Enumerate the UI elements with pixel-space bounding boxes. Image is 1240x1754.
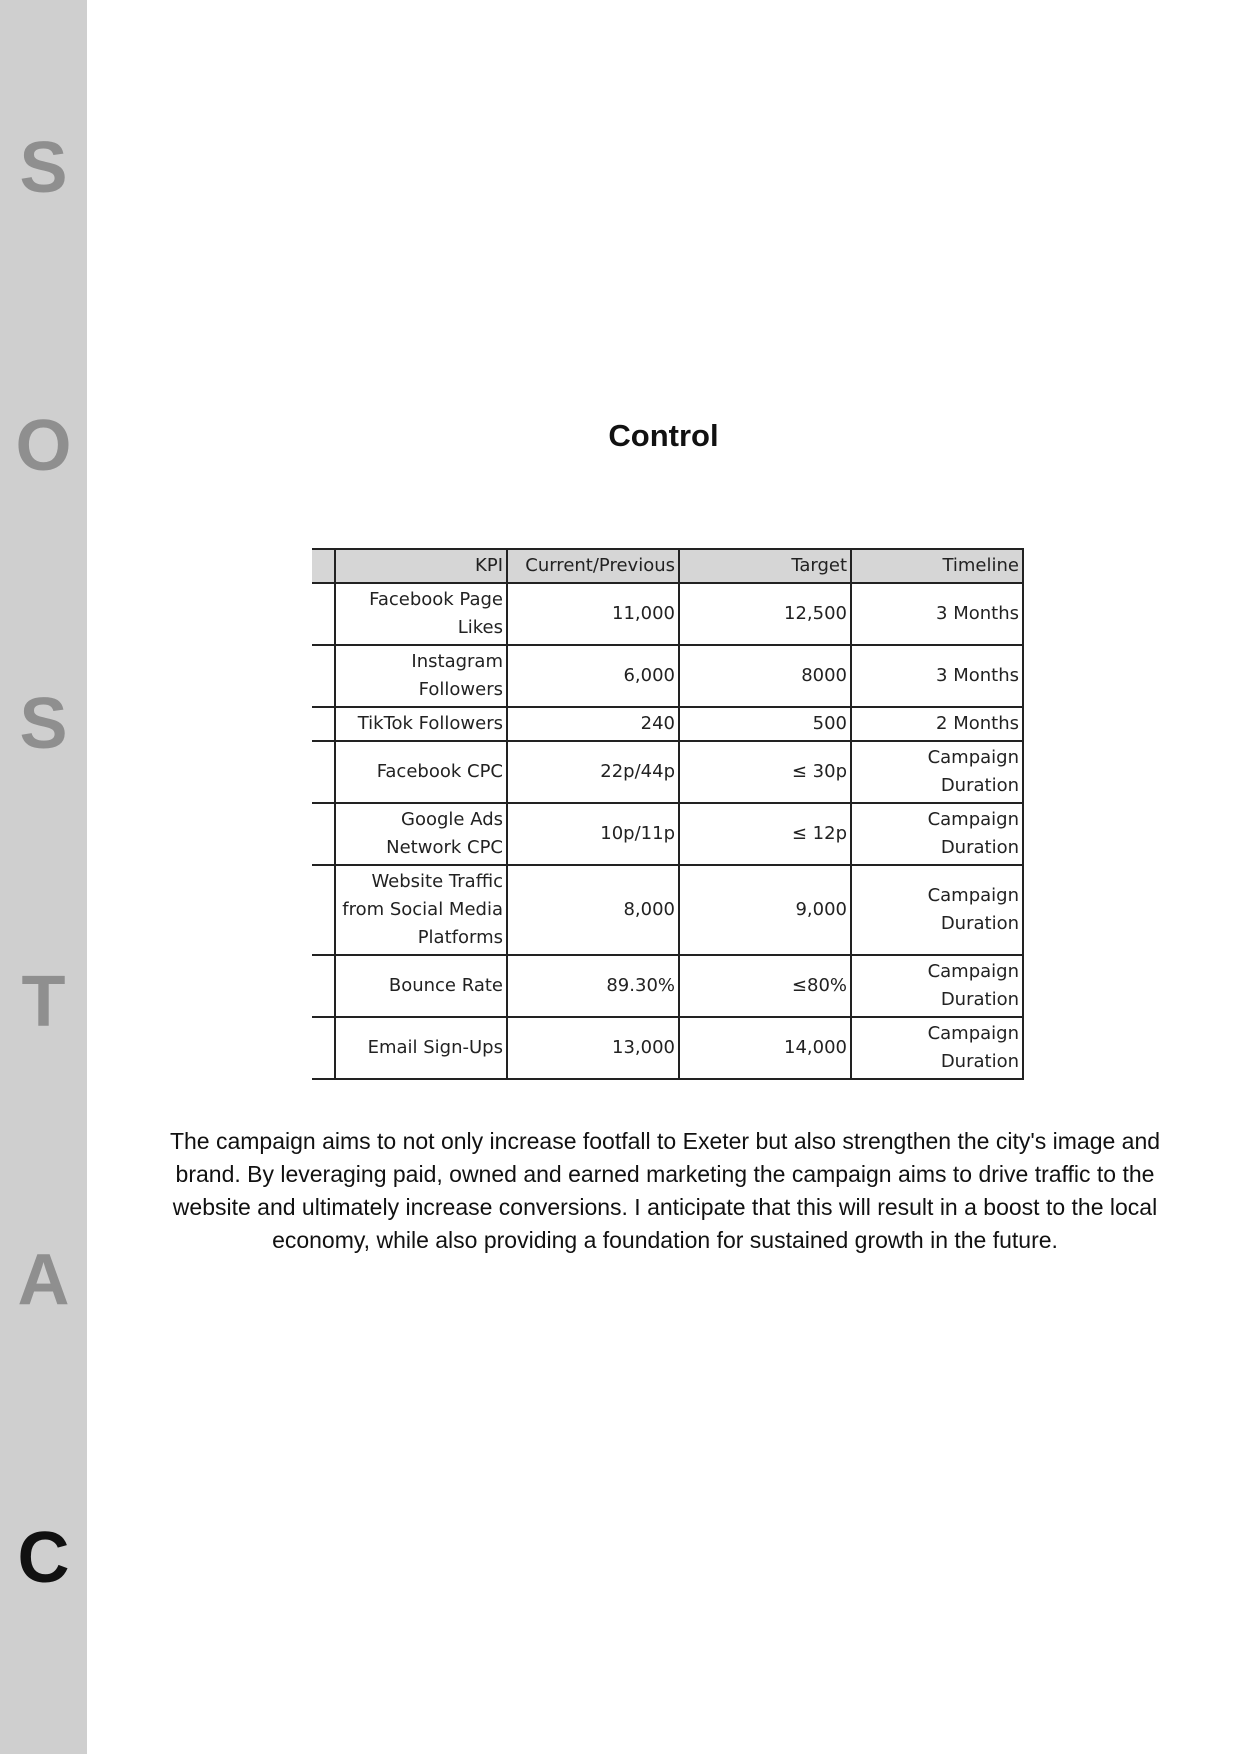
timeline-cell: 3 Months [851, 583, 1023, 645]
table-gutter-cell [312, 803, 335, 865]
table-gutter-cell [312, 707, 335, 741]
timeline-cell: Campaign Duration [851, 1017, 1023, 1079]
target-cell: 14,000 [679, 1017, 851, 1079]
table-gutter-cell [312, 1017, 335, 1079]
target-cell: 8000 [679, 645, 851, 707]
sota-letter-c-control: C [17, 1518, 70, 1598]
timeline-cell: 2 Months [851, 707, 1023, 741]
table-row [312, 707, 1023, 741]
current-previous-cell: 10p/11p [507, 803, 679, 865]
target-cell: ≤ 12p [679, 803, 851, 865]
table-gutter-cell [312, 645, 335, 707]
kpi-cell: Email Sign-Ups [335, 1017, 507, 1079]
table-row [312, 1017, 1023, 1079]
timeline-cell: Campaign Duration [851, 741, 1023, 803]
header-timeline: Timeline [851, 549, 1023, 583]
timeline-cell: 3 Months [851, 645, 1023, 707]
table-row [312, 741, 1023, 803]
timeline-cell: Campaign Duration [851, 955, 1023, 1017]
kpi-cell: Facebook CPC [335, 741, 507, 803]
kpi-cell: Google Ads Network CPC [335, 803, 507, 865]
kpi-cell: Facebook Page Likes [335, 583, 507, 645]
current-previous-cell: 11,000 [507, 583, 679, 645]
timeline-cell: Campaign Duration [851, 865, 1023, 955]
summary-paragraph: The campaign aims to not only increase footfall to Exeter but also strengthen the city's image and brand. By leveraging paid, owned and earned marketing the campaign aims to drive traffic to the website and ultimately increase conversions. I anticipate that this will result in a boost to the local economy, while also providing a foundation for sustained growth in the future. [169, 1128, 1161, 1253]
sota-letter-a-action: A [17, 1240, 70, 1320]
table-row [312, 645, 1023, 707]
header-target: Target [679, 549, 851, 583]
table-row [312, 583, 1023, 645]
kpi-table-body [312, 583, 1023, 1079]
table-gutter-cell [312, 865, 335, 955]
table-header-row [312, 549, 1023, 583]
table-row [312, 865, 1023, 955]
kpi-cell: Website Traffic from Social Media Platforms [335, 865, 507, 955]
target-cell: ≤80% [679, 955, 851, 1017]
current-previous-cell: 6,000 [507, 645, 679, 707]
target-cell: 9,000 [679, 865, 851, 955]
table-gutter-cell [312, 955, 335, 1017]
target-cell: ≤ 30p [679, 741, 851, 803]
current-previous-cell: 13,000 [507, 1017, 679, 1079]
kpi-table [312, 548, 1024, 1080]
current-previous-cell: 89.30% [507, 955, 679, 1017]
current-previous-cell: 22p/44p [507, 741, 679, 803]
current-previous-cell: 8,000 [507, 865, 679, 955]
page-title: Control [608, 418, 719, 453]
target-cell: 12,500 [679, 583, 851, 645]
sota-letter-s-situation: S [19, 128, 68, 208]
table-gutter-cell [312, 549, 335, 583]
header-current-previous: Current/Previous [507, 549, 679, 583]
sota-sidebar [0, 0, 87, 1754]
table-row [312, 803, 1023, 865]
sota-letter-o-objectives: O [15, 406, 72, 486]
sota-letter-s-strategy: S [19, 684, 68, 764]
kpi-cell: Instagram Followers [335, 645, 507, 707]
target-cell: 500 [679, 707, 851, 741]
header-kpi: KPI [335, 549, 507, 583]
timeline-cell: Campaign Duration [851, 803, 1023, 865]
sota-letter-t-tactics: T [21, 962, 66, 1042]
kpi-cell: TikTok Followers [335, 707, 507, 741]
table-row [312, 955, 1023, 1017]
kpi-cell: Bounce Rate [335, 955, 507, 1017]
current-previous-cell: 240 [507, 707, 679, 741]
table-gutter-cell [312, 741, 335, 803]
table-gutter-cell [312, 583, 335, 645]
